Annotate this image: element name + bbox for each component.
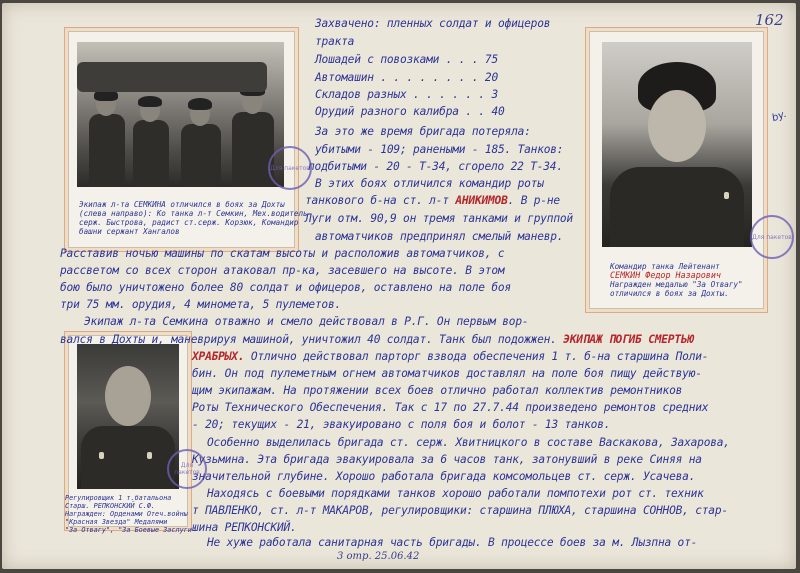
stamp-3: Для пакетов [167,449,207,489]
text-line: За это же время бригада потеряла: [315,125,531,138]
text-line: подбитыми - 20 - Т-34, сгорело 22 Т-34. [308,160,563,173]
footer-note: 3 отр. 25.06.42 [337,551,420,562]
text-line: значительной глубине. Хорошо работала бригада комсомольцев ст. серж. Усачева. [192,470,696,483]
text-line: Автомашин . . . . . . . . 20 [315,71,498,84]
text-line: Особенно выделилась бригада ст. серж. Хвитницкого в составе Васкакова, Захарова, [207,436,730,449]
photo-tank-crew [68,31,308,248]
page-number: 162 [755,11,784,29]
text-line: Захвачено: пленных солдат и офицеров [315,17,551,30]
text-line: Экипаж л-та Семкина отважно и смело действовал в Р.Г. Он первым вор- [84,315,529,328]
text-line: Находясь с боевыми порядками танков хорошо работали помпотехи рот ст. техник [207,487,704,500]
text-line: тракта [315,35,355,48]
text-line: Расставив ночью машины по скатам высоты и расположив автоматчиков, с [60,247,505,260]
text-line: Лошадей с повозками . . . 75 [315,53,498,66]
photo-regulator-caption: Регулировщик 1 т.батальона Старш. РЕПКОНСКИЙ С.Ф. Награжден: Орденами Отеч.войны "Красная Звезда" Медалями "За Отвагу", "За Боевые Заслуги" [65,494,196,534]
margin-note: by. [770,108,789,125]
text-line: ХРАБРЫХ. Отлично действовал парторг взвода обеспечения 1 т. б-на старшина Поли- [192,350,709,363]
text-line: В этих боях отличился командир роты [315,177,544,190]
text-line: Орудий разного калибра . . 40 [315,105,505,118]
photo-regulator [65,335,196,534]
text-line: танкового б-на ст. л-т АНИКИМОВ. В р-не [305,194,560,207]
photo-tank-commander-caption: Командир танка Лейтенант СЕМКИН Федор Назарович Награжден медалью "За Отвагу" отличился в боях за Дохты. [610,262,743,298]
text-line: Не хуже работала санитарная часть бригады. В процессе боев за м. Лызпна от- [207,536,698,549]
photo-tank-commander [589,31,764,309]
document-sheet [2,3,796,569]
text-line: Роты Технического Обеспечения. Так с 17 по 27.7.44 произведено ремонтов средних [192,401,709,414]
text-line: вался в Дохты и, маневрируя машиной, уничтожил 40 солдат. Танк был подожжен. ЭКИПАЖ ПОГИБ СМЕРТЬЮ [60,333,694,346]
stamp-1: Для пакетов [268,146,312,190]
text-line: шина РЕПКОНСКИЙ. [192,521,297,534]
text-line: три 75 мм. орудия, 4 миномета, 5 пулеметов. [60,298,342,311]
text-line: бою было уничтожено более 80 солдат и офицеров, оставлено на поле боя [60,281,511,294]
text-line: т ПАВЛЕНКО, ст. л-т МАКАРОВ, регулировщики: старшина ПЛЮХА, старшина СОННОВ, стар- [192,504,728,517]
photo-tank-crew-caption: Экипаж л-та СЕМКИНА отличился в боях за Дохты (слева направо): Ко танка л-т Семкин, Мех.водитель серж. Быстрова, радист ст.серж. Корзюк, Командир башни сержант Хангалов [79,200,308,236]
text-line: рассветом со всех сторон атаковал пр-ка, засевшего на высоте. В этом [60,264,505,277]
text-line: убитыми - 109; ранеными - 185. Танков: [315,143,564,156]
text-line: - 20; текущих - 21, эвакуировано с поля боя и болот - 13 танков. [192,418,611,431]
text-line: автоматчиков предпринял смелый маневр. [315,230,564,243]
stamp-2: Для пакетов [750,215,794,259]
photo-tank-crew-image [77,42,284,187]
photo-regulator-image [77,344,179,489]
photo-tank-commander-image [602,42,752,247]
text-line: Складов разных . . . . . . 3 [315,88,498,101]
text-line: бин. Он под пулеметным огнем автоматчиков доставлял на поле боя пищу действую- [192,367,702,380]
text-line: щим экипажам. На протяжении всех боев отлично работал коллектив ремонтников [192,384,683,397]
text-line: Кузьмина. Эта бригада эвакуировала за 6 часов танк, затонувший в реке Синяя на [192,453,702,466]
text-line: Луги отм. 90,9 он тремя танками и группой [305,212,573,225]
